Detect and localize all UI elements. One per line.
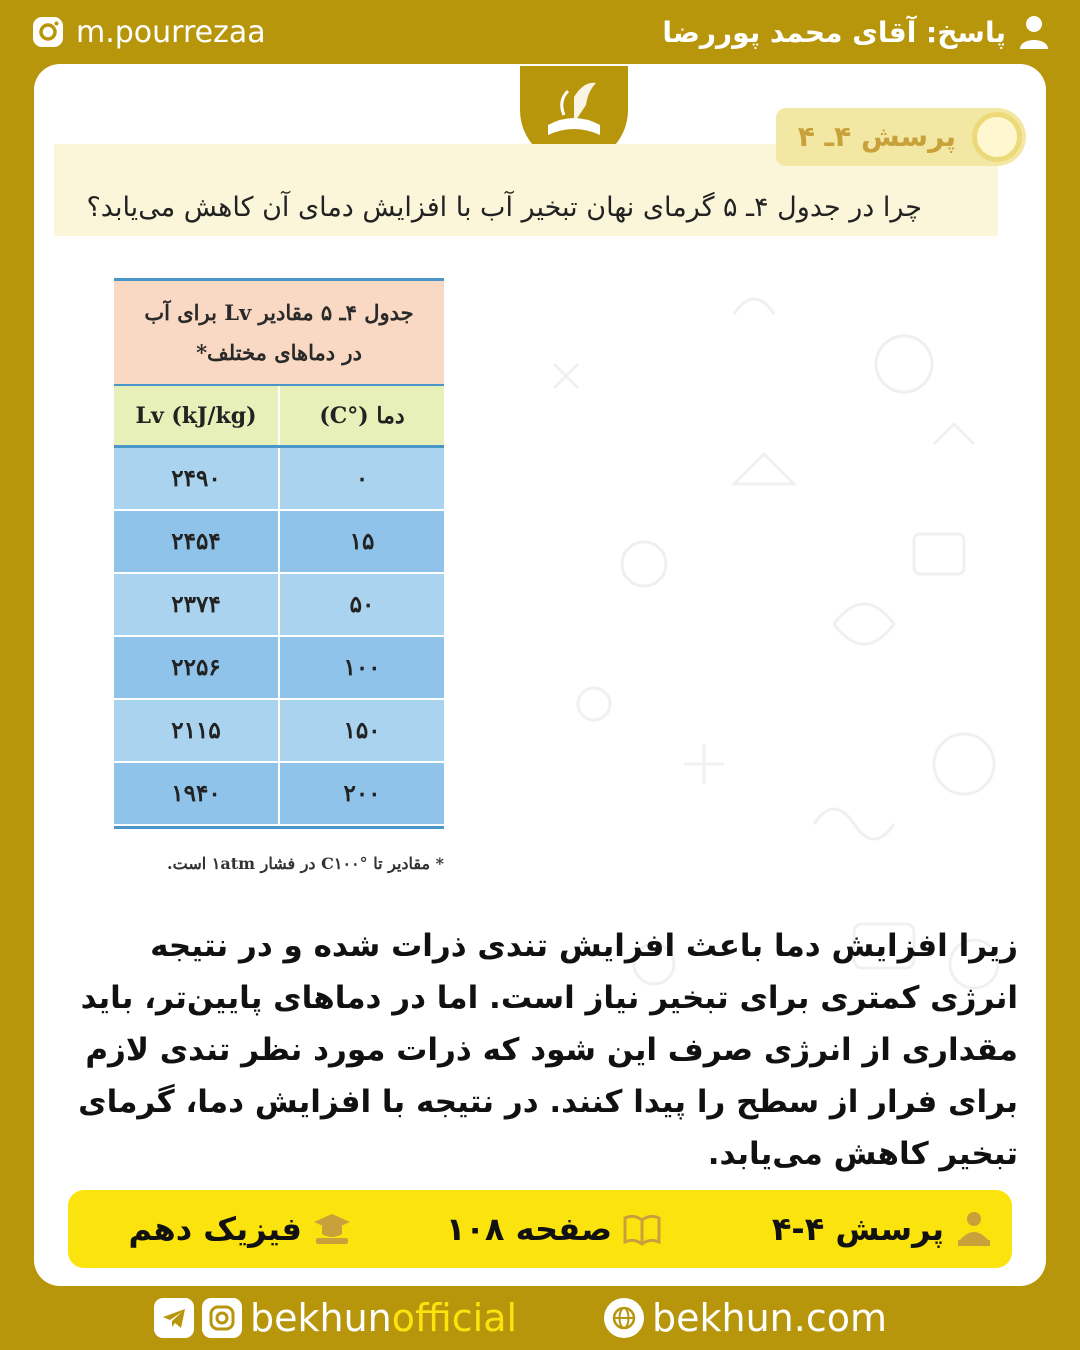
cell-temp: ۰ bbox=[355, 465, 369, 492]
cell-lv: ۲۱۱۵ bbox=[114, 700, 280, 761]
bottom-bar bbox=[0, 1286, 1080, 1350]
social-handle-prefix: bekhun bbox=[250, 1296, 392, 1340]
answer-author-text: پاسخ: آقای محمد پوررضا bbox=[662, 15, 1006, 49]
telegram-icon bbox=[154, 1298, 194, 1338]
top-bar bbox=[0, 0, 1080, 64]
table-row bbox=[114, 574, 444, 637]
instagram-icon bbox=[202, 1298, 242, 1338]
table-header-row bbox=[114, 384, 444, 448]
globe-icon bbox=[604, 1298, 644, 1338]
latent-heat-table bbox=[114, 278, 444, 829]
table-title-line1: جدول ۴ـ ۵ مقادیر Lv برای آب bbox=[144, 300, 414, 325]
cell-lv: ۲۴۹۰ bbox=[114, 448, 280, 509]
table-header-temp: دما (°C) bbox=[319, 402, 405, 429]
cell-lv: ۲۳۷۴ bbox=[114, 574, 280, 635]
social-handle-suffix: official bbox=[391, 1296, 518, 1340]
info-question bbox=[772, 1190, 994, 1268]
bekhun-logo-icon bbox=[534, 75, 614, 155]
instagram-handle[interactable] bbox=[30, 10, 266, 54]
table-row bbox=[114, 700, 444, 763]
instagram-handle-text: m.pourrezaa bbox=[76, 14, 266, 50]
graduation-icon bbox=[312, 1210, 352, 1248]
question-tag-circle bbox=[972, 112, 1022, 162]
cell-lv: ۱۹۴۰ bbox=[114, 763, 280, 824]
cell-temp: ۲۰۰ bbox=[343, 780, 381, 807]
table-footnote: * مقادیر تا °C۱۰۰ در فشار ۱atm است. bbox=[167, 854, 444, 873]
question-tag-label: پرسش ۴ـ ۴ bbox=[797, 120, 956, 153]
content-card bbox=[34, 64, 1046, 1286]
table-row bbox=[114, 637, 444, 700]
info-page-label: صفحه ۱۰۸ bbox=[445, 1210, 612, 1248]
table-body bbox=[114, 448, 444, 829]
cell-lv: ۲۴۵۴ bbox=[114, 511, 280, 572]
cell-temp: ۱۵ bbox=[349, 528, 375, 555]
cell-temp: ۱۰۰ bbox=[343, 654, 381, 681]
book-icon bbox=[622, 1210, 662, 1248]
cell-temp: ۵۰ bbox=[349, 591, 375, 618]
info-question-label: پرسش ۴-۴ bbox=[771, 1210, 944, 1248]
social-handle[interactable] bbox=[154, 1294, 517, 1342]
cell-temp: ۱۵۰ bbox=[343, 717, 381, 744]
table-row bbox=[114, 511, 444, 574]
table-row bbox=[114, 763, 444, 826]
question-text: چرا در جدول ۴ـ ۵ گرمای نهان تبخیر آب با افزایش دمای آن کاهش می‌یابد؟ bbox=[86, 192, 922, 223]
answer-paragraph: زیرا افزایش دما باعث افزایش تندی ذرات شده و در نتیجه انرژی کمتری برای تبخیر نیاز است. اما در دماهای پایین‌تر، باید مقداری از انرژی صرف این شود که ذرات مورد نظر تندی لازم برای فرار از سطح را پیدا کنند. در نتیجه با افزایش دما، گرمای تبخیر کاهش می‌یابد. bbox=[78, 928, 1018, 1172]
info-subject-label: فیزیک دهم bbox=[128, 1210, 302, 1248]
info-subject bbox=[128, 1190, 352, 1268]
info-bar bbox=[68, 1190, 1012, 1268]
table-row bbox=[114, 448, 444, 511]
info-page bbox=[446, 1190, 662, 1268]
user-icon bbox=[1018, 15, 1050, 49]
table-title-line2: در دماهای مختلف* bbox=[196, 340, 362, 365]
website-link[interactable] bbox=[604, 1294, 887, 1342]
instagram-icon bbox=[30, 14, 66, 50]
table-title bbox=[114, 278, 444, 384]
answer-author bbox=[662, 10, 1050, 54]
table-header-lv: Lv (kJ/kg) bbox=[114, 386, 280, 445]
website-text: bekhun.com bbox=[652, 1296, 887, 1340]
cell-lv: ۲۲۵۶ bbox=[114, 637, 280, 698]
teacher-icon bbox=[954, 1210, 994, 1248]
